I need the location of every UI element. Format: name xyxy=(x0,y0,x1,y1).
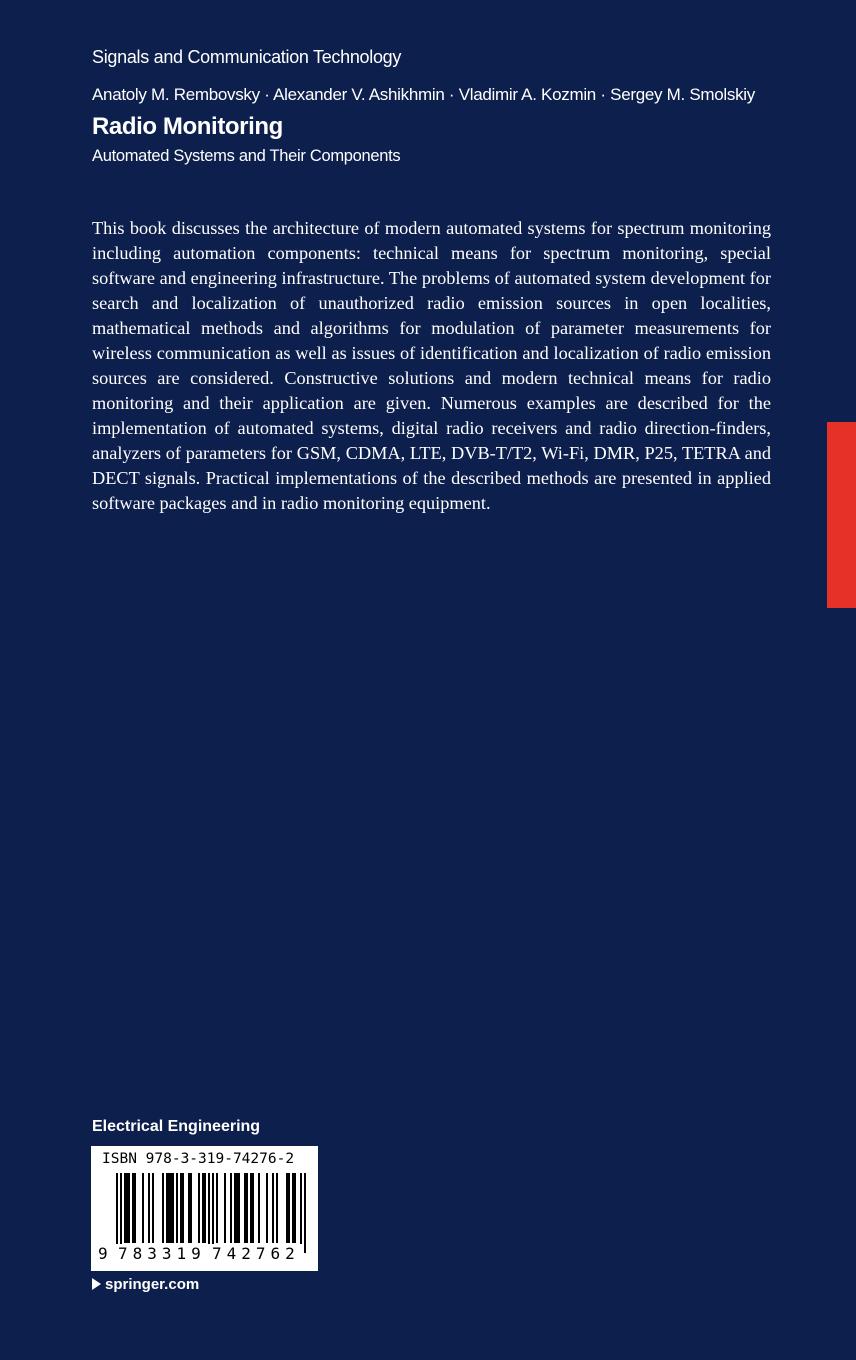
barcode-bar xyxy=(198,1173,200,1243)
isbn-barcode xyxy=(91,1146,318,1271)
subject-category: Electrical Engineering xyxy=(92,1118,261,1135)
barcode-bar xyxy=(148,1173,150,1243)
author-list: Anatoly M. Rembovsky · Alexander V. Ashikhmin · Vladimir A. Kozmin · Sergey M. Smolskiy xyxy=(92,85,755,104)
barcode-bar xyxy=(204,1173,206,1243)
barcode-bar xyxy=(238,1173,240,1243)
barcode-bar xyxy=(276,1173,278,1243)
ean-first-digit: 9 xyxy=(98,1244,108,1263)
barcode-bar xyxy=(300,1173,302,1253)
barcode-bar xyxy=(258,1173,260,1243)
barcode-bar xyxy=(188,1173,190,1243)
barcode-bar xyxy=(236,1173,238,1243)
book-title: Radio Monitoring xyxy=(92,113,283,140)
barcode-bar xyxy=(250,1173,252,1243)
barcode-bar xyxy=(128,1173,130,1243)
barcode-bar xyxy=(134,1173,136,1243)
barcode-bar xyxy=(176,1173,178,1243)
barcode-bar xyxy=(172,1173,174,1243)
publisher-link-text: springer.com xyxy=(105,1276,200,1293)
barcode-bar xyxy=(272,1173,274,1243)
barcode-bar xyxy=(132,1173,134,1243)
publisher-link[interactable] xyxy=(92,1276,199,1293)
barcode-bar xyxy=(190,1173,192,1243)
arrow-right-icon xyxy=(92,1278,101,1290)
isbn-label: ISBN 978-3-319-74276-2 xyxy=(102,1151,295,1167)
barcode-bar xyxy=(294,1173,296,1243)
barcode-bar xyxy=(244,1173,246,1243)
barcode-bar xyxy=(202,1173,204,1243)
barcode-bar xyxy=(266,1173,268,1243)
barcode-bar xyxy=(152,1173,154,1243)
barcode-bar xyxy=(208,1173,210,1253)
barcode-bar xyxy=(124,1173,126,1243)
barcode-bar xyxy=(246,1173,248,1243)
accent-tab xyxy=(827,422,856,608)
barcode-bar xyxy=(292,1173,294,1243)
barcode-bar xyxy=(230,1173,232,1243)
barcode-bar xyxy=(224,1173,226,1243)
barcode-bar xyxy=(170,1173,172,1243)
barcode-bar xyxy=(182,1173,184,1243)
barcode-bar xyxy=(162,1173,164,1243)
barcode-bar xyxy=(180,1173,182,1243)
barcode-bar xyxy=(166,1173,168,1243)
series-name: Signals and Communication Technology xyxy=(92,47,402,67)
barcode-bar xyxy=(116,1173,118,1253)
barcode-bar xyxy=(216,1173,218,1243)
barcode-bar xyxy=(142,1173,144,1243)
barcode-bar xyxy=(304,1173,306,1253)
book-subtitle: Automated Systems and Their Components xyxy=(92,147,401,165)
barcode-bar xyxy=(120,1173,122,1253)
ean-left-digits: 783319 xyxy=(114,1244,208,1263)
barcode-bar xyxy=(212,1173,214,1253)
barcode-bar xyxy=(234,1173,236,1243)
barcode-bar xyxy=(126,1173,128,1243)
barcode-bar xyxy=(168,1173,170,1243)
barcode-bar xyxy=(286,1173,288,1243)
book-description: This book discusses the architecture of modern automated systems for spectrum monitoring including automation components: technical means for spectrum monitoring, special software and engineering infrastructure. The problems of automated system development for search and localization of unauthorized radio emission sources in open localities, mathematical methods and algorithms for modulation of parameter measurements for wireless communication as well as issues of identification and localization of radio emission sources are considered. Constructive solutions and modern technical means for radio monitoring and their application are given. Numerous examples are described for the implementation of automated systems, digital radio receivers and radio direction-finders, analyzers of parameters for GSM, CDMA, LTE, DVB-T/T2, Wi-Fi, DMR, P25, TETRA and DECT signals. Practical implementations of the described methods are presented in applied software packages and in radio monitoring equipment. xyxy=(92,218,771,513)
ean-right-digits: 742762 xyxy=(208,1244,304,1263)
barcode-bar xyxy=(288,1173,290,1243)
barcode-bar xyxy=(252,1173,254,1243)
